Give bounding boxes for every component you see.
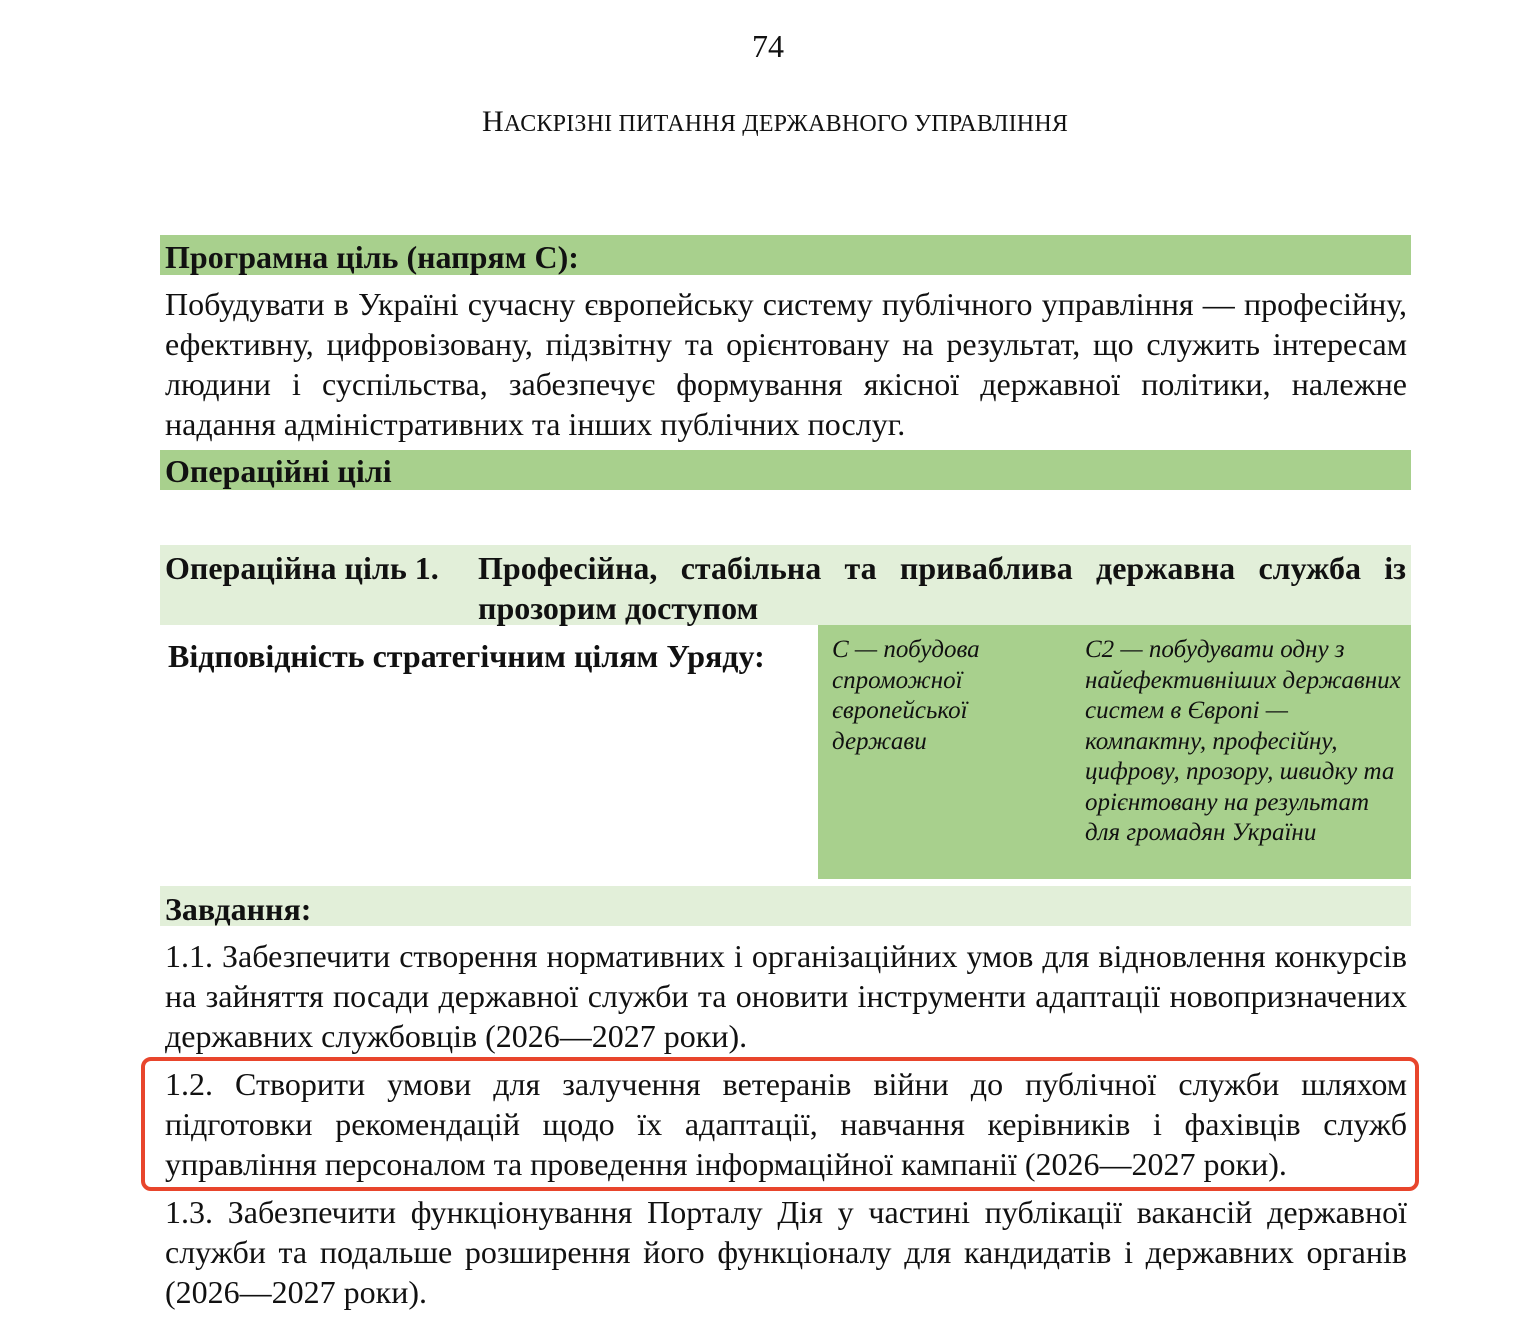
operational-goals-heading: Операційні цілі [160, 450, 1411, 490]
alignment-box [818, 625, 1411, 879]
operational-goal-1-label: Операційна ціль 1. [165, 550, 439, 586]
task-1-3: 1.3. Забезпечити функціонування Порталу Дія у частині публікації вакансій державної служби та подальше розширення його функціоналу для кандидатів і державних органів (2026—2027 роки). [165, 1194, 1407, 1310]
operational-goal-1-text: Професійна, стабільна та приваблива державна служба із прозорим доступом [478, 550, 1406, 626]
highlight-box [141, 1057, 1419, 1191]
running-head-initial: Н [482, 105, 504, 138]
task-1-2: 1.2. Створити умови для залучення ветеранів війни до публічної служби шляхом підготовки рекомендацій щодо їх адаптації, навчання керівників і фахівців служб управління персоналом та проведення інформаційної кампанії (2026—2027 роки). [165, 1066, 1407, 1182]
running-head-rest: АСКРІЗНІ ПИТАННЯ ДЕРЖАВНОГО УПРАВЛІННЯ [503, 111, 1069, 137]
page-number: 74 [752, 28, 784, 64]
alignment-label: Відповідність стратегічним цілям Уряду: [168, 638, 765, 674]
running-head [482, 104, 1068, 142]
alignment-strategic-goal: С — побудова спроможної європейської держави [832, 636, 980, 755]
task-1-1: 1.1. Забезпечити створення нормативних і організаційних умов для відновлення конкурсів на зайняття посади державної служби та оновити інструменти адаптації новопризначених державних службовців (2026—2027 роки). [165, 938, 1407, 1054]
operational-goal-1-title [160, 545, 1411, 625]
program-goal-heading: Програмна ціль (напрям С): [160, 235, 1411, 275]
tasks-heading: Завдання: [160, 886, 1411, 926]
program-goal-text: Побудувати в Україні сучасну європейську систему публічного управління — професійну, ефективну, цифровізовану, підзвітну та орієнтовану на результат, що служить інтересам людини і суспільства, забезпечує формування якісної державної політики, належне надання адміністративних та інших публічних послуг. [165, 286, 1407, 442]
alignment-strategic-subgoal: С2 — побудувати одну з найефективніших державних систем в Європі — компактну, професійну, цифрову, прозору, швидку та орієнтовану на результат для громадян України [1085, 636, 1401, 846]
